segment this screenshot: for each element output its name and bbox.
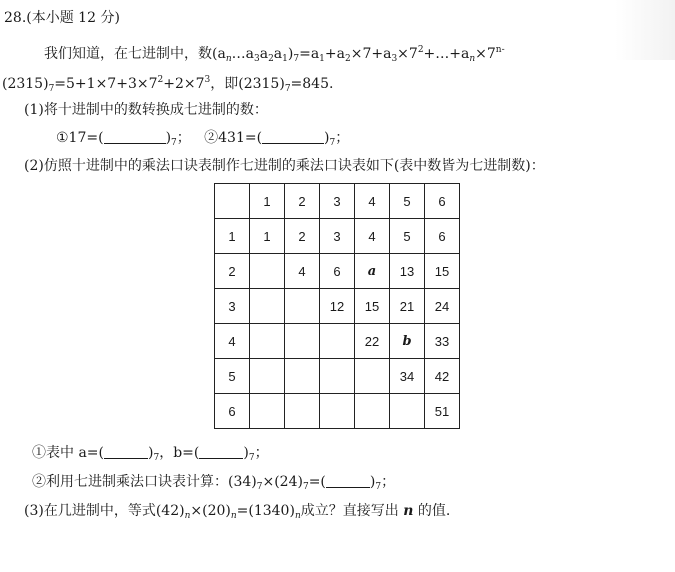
sub-7: 7 [284,84,291,94]
multiplication-table [214,183,460,429]
table-cell: 1 [250,219,285,254]
sub-7: 7 [256,482,263,492]
question-number: 28. [4,10,27,26]
paren-close: ) [165,130,172,146]
table-cell: 2 [215,254,250,289]
table-cell: 2 [285,184,320,219]
table-cell [285,289,320,324]
part1-item1-label: ①17=( [56,130,104,146]
separator: ； [254,445,269,461]
sub-7: 7 [248,453,255,463]
part2-title: (2)仿照十进制中的乘法口诀表制作七进制的乘法口诀表如下(表中数皆为七进制数)： [24,158,545,174]
table-row [215,324,460,359]
part3-text: ×(20) [190,503,231,519]
table-cell: b [390,324,425,359]
formula-part: ×7 [397,46,418,62]
part3-text: =(1340) [236,503,295,519]
part2-q2 [32,472,395,497]
example-line [2,70,333,99]
formula-part: (a [212,46,226,62]
q1-b-label: ，b=( [159,445,200,461]
part2-q1 [32,443,269,468]
table-cell [215,184,250,219]
sub-3: 3 [391,54,398,64]
answer-blank-431[interactable] [262,129,324,144]
question-header [4,8,120,28]
formula-dots: … [231,46,246,62]
table-cell: 21 [390,289,425,324]
table-cell: 51 [425,394,460,429]
part3-question [24,501,450,526]
table-cell [355,394,390,429]
part1-item2-label: ②431=( [204,130,263,146]
sub-7: 7 [375,482,382,492]
sub-2: 2 [268,54,274,64]
part3-text: (3)在几进制中，等式(42) [24,503,185,519]
table-cell [250,324,285,359]
sup-2: 2 [157,75,164,85]
table-cell: 4 [285,254,320,289]
answer-blank-product[interactable] [326,473,370,488]
table-cell [285,394,320,429]
table-row [215,289,460,324]
table-cell: a [355,254,390,289]
q2-operand: ×(24) [262,474,303,490]
table-cell: 22 [355,324,390,359]
sup-3: 3 [204,75,211,85]
sub-7: 7 [171,138,177,148]
table-cell: 3 [215,289,250,324]
example-result: =845. [290,76,334,92]
table-cell: 6 [320,254,355,289]
separator: ； [381,474,396,490]
table-cell: 15 [355,289,390,324]
example-number: (2315) [2,76,49,92]
formula-part: =a [299,46,320,62]
part1-title: (1)将十进制中的数转换成七进制的数： [24,102,268,118]
formula-part: +a [324,46,345,62]
answer-blank-17[interactable] [104,129,166,144]
sub-1: 1 [319,54,325,64]
formula-part: +…+a [423,46,470,62]
paren-close: ) [369,474,376,490]
part3-text: 成立？直接写出 [300,503,399,519]
paren-close: ) [324,130,330,146]
table-row [215,359,460,394]
separator: ； [176,130,191,146]
sub-n: n [225,54,232,64]
formula-part: ×7 [475,46,496,62]
table-cell: 4 [355,184,390,219]
table-cell [355,359,390,394]
table-cell [250,254,285,289]
table-cell: 42 [425,359,460,394]
intro-line: 我们知道，在七进制中，数$(a_n\dots a_3a_2a_1)_7=a_1+a_2\times 7+a_3\times 7^2+\dots+a_n\times 7^{n-}$ [44,45,505,64]
table-cell [285,324,320,359]
sub-n: n [294,511,301,521]
part1-items [56,128,349,153]
sub-3: 3 [253,54,260,64]
sub-7: 7 [302,482,309,492]
page-edge-shadow [615,0,675,60]
intro-text: 我们知道，在七进制中，数 [44,46,212,62]
table-cell: 6 [425,219,460,254]
table-cell: 12 [320,289,355,324]
part3-text: 的值. [417,503,451,519]
table-cell [250,289,285,324]
table-cell: 13 [390,254,425,289]
table-row [215,219,460,254]
table-row [215,394,460,429]
table-cell: 33 [425,324,460,359]
table-cell [320,394,355,429]
q2-label: ②利用七进制乘法口诀表计算：(34) [32,474,257,490]
table-row [215,184,460,219]
example-expansion: +2×7 [163,76,205,92]
paren-close: ) [243,445,249,461]
table-cell: 5 [215,359,250,394]
table-cell: 6 [215,394,250,429]
table-cell: 1 [250,184,285,219]
table-cell: 3 [320,184,355,219]
table-row [215,254,460,289]
question-score: (本小题 12 分) [26,10,120,26]
table-cell: 5 [390,184,425,219]
separator: ； [335,130,350,146]
table-cell [250,359,285,394]
sub-1: 1 [282,54,288,64]
table-cell [320,324,355,359]
sub-n: n [469,54,476,64]
paren-close: ) [148,445,154,461]
table-cell: 1 [215,219,250,254]
table-cell: 24 [425,289,460,324]
table-cell: 4 [215,324,250,359]
sub-7: 7 [48,84,55,94]
sup-2: 2 [417,45,424,55]
table-cell [250,394,285,429]
table-cell: 15 [425,254,460,289]
answer-blank-a[interactable] [104,444,148,459]
table-cell: 5 [390,219,425,254]
q1-label: ①表中 a=( [32,445,104,461]
answer-blank-b[interactable] [199,444,243,459]
var-n: n [403,503,414,519]
table-cell [285,359,320,394]
example-result: ，即(2315) [210,76,285,92]
table-cell: 34 [390,359,425,394]
formula-part: ×7+a [350,46,392,62]
table-cell: 3 [320,219,355,254]
sub-7: 7 [329,138,336,148]
sup-n-minus: n- [495,45,505,55]
q2-equals: =( [308,474,326,490]
table-cell [390,394,425,429]
table-cell [320,359,355,394]
table-cell: 2 [285,219,320,254]
sub-7: 7 [153,453,160,463]
sub-2: 2 [344,54,351,64]
sub-7: 7 [293,54,300,64]
table-cell: 6 [425,184,460,219]
sub-n: n [230,511,237,521]
sub-n: n [184,511,191,521]
table-cell: 4 [355,219,390,254]
example-expansion: =5+1×7+3×7 [54,76,158,92]
